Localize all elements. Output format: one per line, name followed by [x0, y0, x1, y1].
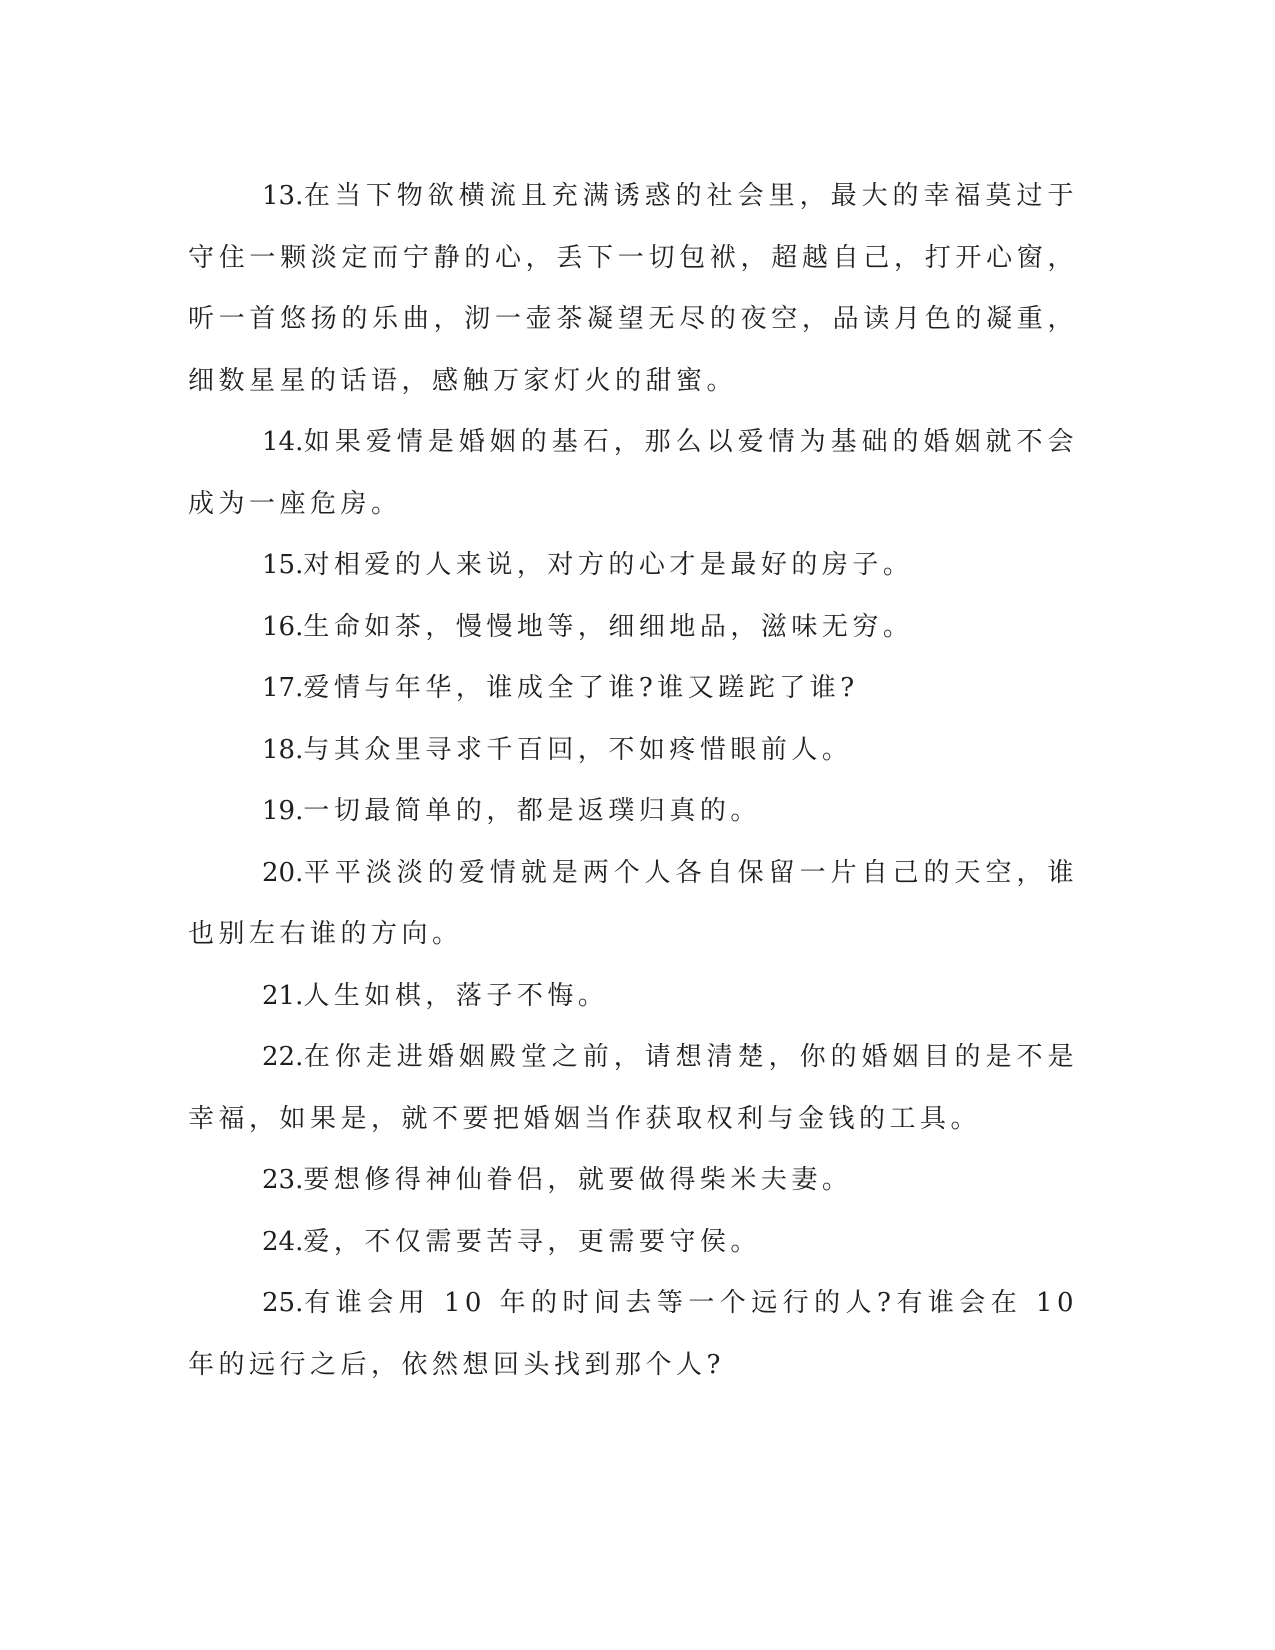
- paragraph-text: 有谁会用 10 年的时间去等一个远行的人?有谁会在 10 年的远行之后，依然想回头找到那个人?: [188, 1288, 1078, 1380]
- paragraph-text: 对相爱的人来说，对方的心才是最好的房子。: [303, 550, 914, 580]
- paragraph-text: 在你走进婚姻殿堂之前，请想清楚，你的婚姻目的是不是幸福，如果是，就不要把婚姻当作获取权利与金钱的工具。: [188, 1042, 1078, 1134]
- paragraph-number: 15.: [262, 550, 304, 580]
- paragraph-number: 16.: [262, 611, 304, 642]
- paragraph-number: 25.: [262, 1288, 304, 1318]
- paragraph-23: [188, 1150, 1078, 1212]
- paragraph-14: [188, 412, 1078, 535]
- paragraph-16: [188, 597, 1078, 659]
- paragraph-text: 如果爱情是婚姻的基石，那么以爱情为基础的婚姻就不会成为一座危房。: [188, 427, 1078, 519]
- paragraph-text: 在当下物欲横流且充满诱惑的社会里，最大的幸福莫过于守住一颗淡定而宁静的心，丢下一切包袱，超越自己，打开心窗，听一首悠扬的乐曲，沏一壶茶凝望无尽的夜空，品读月色的凝重，细数星星的话语，感触万家灯火的甜蜜。: [188, 181, 1078, 396]
- paragraph-number: 17.: [262, 673, 304, 703]
- paragraph-text: 生命如茶，慢慢地等，细细地品，滋味无穷。: [303, 611, 914, 642]
- paragraph-number: 21.: [262, 980, 304, 1011]
- paragraph-13: [188, 166, 1078, 412]
- paragraph-number: 18.: [262, 734, 304, 765]
- paragraph-text: 平平淡淡的爱情就是两个人各自保留一片自己的天空，谁也别左右谁的方向。: [188, 857, 1078, 949]
- paragraph-24: [188, 1212, 1078, 1274]
- paragraph-text: 爱，不仅需要苦寻，更需要守侯。: [303, 1226, 761, 1257]
- paragraph-15: [188, 535, 1078, 597]
- paragraph-22: [188, 1027, 1078, 1150]
- paragraph-text: 人生如棋，落子不悔。: [303, 980, 609, 1011]
- paragraph-17: [188, 658, 1078, 720]
- paragraph-text: 一切最简单的，都是返璞归真的。: [303, 796, 761, 826]
- paragraph-number: 19.: [262, 796, 304, 826]
- paragraph-number: 13.: [262, 181, 304, 211]
- paragraph-20: [188, 843, 1078, 966]
- paragraph-25: [188, 1273, 1078, 1396]
- paragraph-number: 14.: [262, 427, 304, 457]
- paragraph-text: 与其众里寻求千百回，不如疼惜眼前人。: [303, 734, 853, 765]
- document-body: [188, 166, 1078, 1396]
- paragraph-text: 爱情与年华，谁成全了谁?谁又蹉跎了谁?: [303, 673, 859, 703]
- paragraph-number: 20.: [262, 857, 304, 888]
- paragraph-number: 22.: [262, 1042, 304, 1072]
- paragraph-number: 23.: [262, 1165, 304, 1195]
- paragraph-21: [188, 966, 1078, 1028]
- paragraph-text: 要想修得神仙眷侣，就要做得柴米夫妻。: [303, 1165, 853, 1195]
- paragraph-19: [188, 781, 1078, 843]
- paragraph-number: 24.: [262, 1226, 304, 1257]
- paragraph-18: [188, 720, 1078, 782]
